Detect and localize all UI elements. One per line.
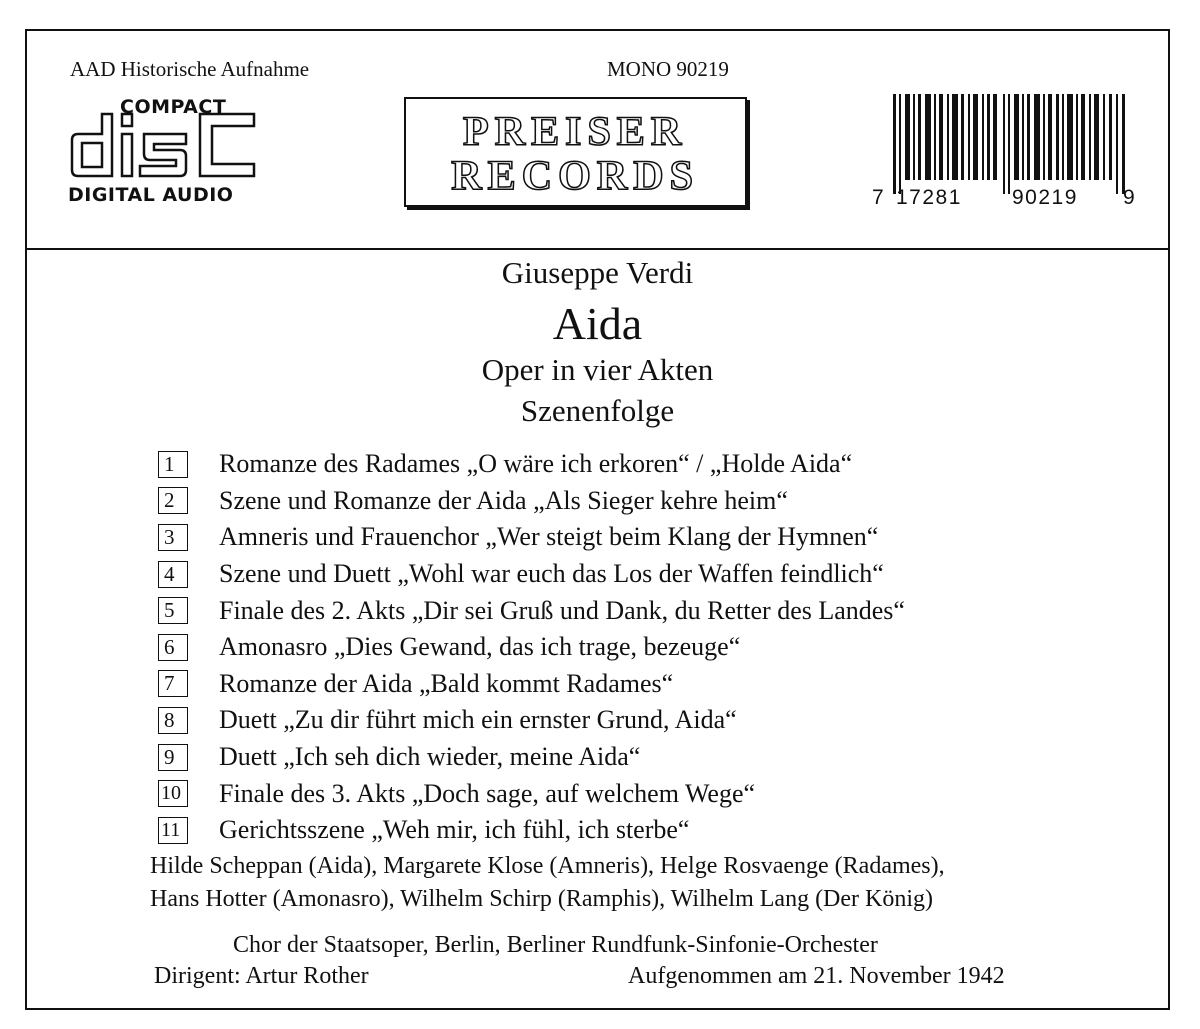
preiser-records-wordmark (406, 99, 745, 205)
track-title: Amneris und Frauenchor „Wer steigt beim Klang der Hymnen“ (219, 522, 879, 552)
barcode-last-digit: 9 (1123, 186, 1135, 209)
track-row (158, 775, 905, 812)
track-title: Romanze der Aida „Bald kommt Radames“ (219, 668, 674, 698)
track-list (158, 446, 905, 849)
track-row (158, 592, 905, 629)
opera-title: Aida (552, 298, 643, 349)
track-row (158, 446, 905, 483)
track-title: Szene und Duett „Wohl war euch das Los der Waffen feindlich“ (219, 559, 884, 589)
ensemble-credit: Chor der Staatsoper, Berlin, Berliner Rundfunk-Sinfonie-Orchester (233, 932, 878, 958)
barcode (893, 94, 1127, 194)
track-number: 6 (158, 634, 188, 661)
track-number: 7 (158, 670, 188, 697)
track-row (158, 702, 905, 739)
cast-line-2: Hans Hotter (Amonasro), Wilhelm Schirp (Ramphis), Wilhelm Lang (Der König) (150, 886, 934, 912)
preiser-logo-line1: PREISER (462, 108, 688, 156)
barcode-first-digit: 7 (872, 186, 884, 209)
cd-logo-disc-wordmark (68, 110, 258, 180)
track-row (158, 556, 905, 593)
track-title: Szene und Romanze der Aida „Als Sieger kehre heim“ (219, 485, 788, 515)
track-title: Finale des 3. Akts „Doch sage, auf welchem Wege“ (219, 778, 756, 808)
track-number: 1 (158, 451, 188, 478)
track-title: Finale des 2. Akts „Dir sei Gruß und Dank, du Retter des Landes“ (219, 595, 905, 625)
barcode-group-2: 90219 (1012, 186, 1078, 209)
cd-logo-digital-audio-text: DIGITAL AUDIO (68, 184, 234, 206)
track-number: 10 (158, 780, 188, 807)
track-number: 2 (158, 487, 188, 514)
aad-label: AAD Historische Aufnahme (70, 57, 310, 81)
track-number: 4 (158, 561, 188, 588)
track-row (158, 629, 905, 666)
track-number: 5 (158, 597, 188, 624)
track-row (158, 483, 905, 520)
track-row (158, 519, 905, 556)
recording-date: Aufgenommen am 21. November 1942 (628, 963, 1005, 989)
header-divider (25, 248, 1170, 250)
track-title: Gerichtsszene „Weh mir, ich fühl, ich sterbe“ (219, 815, 690, 845)
composer-name: Giuseppe Verdi (501, 255, 694, 290)
track-title: Amonasro „Dies Gewand, das ich trage, bezeuge“ (219, 632, 741, 662)
track-row (158, 739, 905, 776)
track-number: 8 (158, 707, 188, 734)
catalog-number: MONO 90219 (607, 57, 729, 81)
section-heading: Szenenfolge (520, 393, 675, 428)
conductor-credit: Dirigent: Artur Rother (154, 963, 369, 989)
preiser-logo-line2: RECORDS (451, 152, 699, 200)
track-title: Duett „Ich seh dich wieder, meine Aida“ (219, 742, 641, 772)
opera-subtitle: Oper in vier Akten (481, 352, 714, 387)
track-title: Romanze des Radames „O wäre ich erkoren“ / „Holde Aida“ (219, 449, 853, 479)
compact-disc-logo (68, 96, 258, 214)
track-row (158, 812, 905, 849)
track-number: 9 (158, 744, 188, 771)
track-number: 11 (158, 817, 188, 844)
track-title: Duett „Zu dir führt mich ein ernster Grund, Aida“ (219, 705, 737, 735)
track-number: 3 (158, 524, 188, 551)
preiser-records-logo (404, 97, 747, 207)
cd-logo-compact-text: COMPACT (120, 96, 227, 118)
barcode-group-1: 17281 (896, 186, 962, 209)
track-row (158, 666, 905, 703)
cast-line-1: Hilde Scheppan (Aida), Margarete Klose (Amneris), Helge Rosvaenge (Radames), (150, 853, 945, 879)
